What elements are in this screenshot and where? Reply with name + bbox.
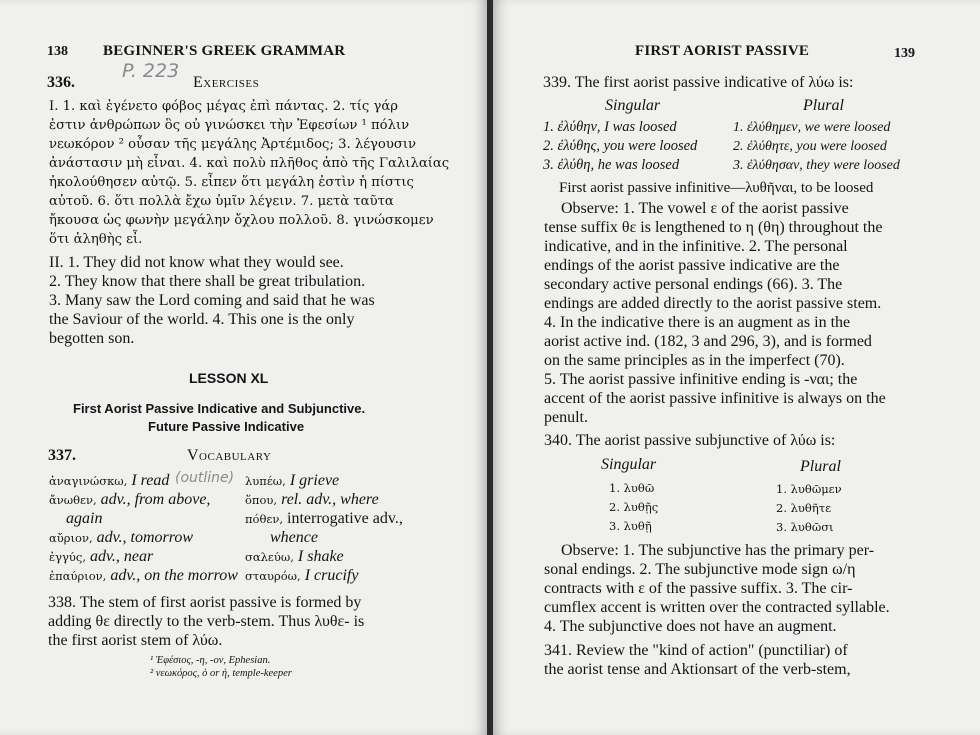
section-341 bbox=[544, 641, 851, 679]
observe-line: aorist active ind. (182, 3 and 296, 3), and is formed bbox=[544, 333, 872, 350]
english-line: the Saviour of the world. 4. This one is the only bbox=[49, 311, 355, 328]
observe-line: 5. The aorist passive infinitive ending is -ναι; the bbox=[544, 371, 858, 388]
greek-line: νεωκόρον ² οὖσαν τῆς μεγάλης Ἀρτέμιδος; 3. λέγουσιν bbox=[49, 137, 417, 152]
subjunctive-singular-1: 1. λυθῶ bbox=[609, 481, 655, 495]
indicative-plural-3: 3. ἐλύθησαν, they were loosed bbox=[733, 158, 900, 173]
greek-exercises bbox=[49, 97, 449, 249]
greek-line: ἤκουσα ὡς φωνὴν μεγάλην ὄχλου πολλοῦ. 8. γινώσκομεν bbox=[49, 213, 434, 228]
observe-line: endings are added directly to the aorist passive stem. bbox=[544, 295, 882, 312]
footnote-2: ² νεωκόρος, ὁ or ἡ, temple-keeper bbox=[150, 668, 292, 679]
lesson-subtitle-2: Future Passive Indicative bbox=[148, 419, 305, 434]
section-338-line: 338. The stem of first aorist passive is formed by bbox=[48, 594, 362, 611]
observe-line: Observe: 1. The vowel ε of the aorist passive bbox=[561, 200, 849, 217]
vocab-greek: σταυρόω, bbox=[245, 569, 301, 583]
vocab-gloss: I grieve bbox=[289, 472, 340, 489]
subjunctive-plural-1: 1. λυθῶμεν bbox=[776, 482, 842, 496]
vocab-entry bbox=[245, 490, 379, 509]
vocab-entry bbox=[49, 490, 210, 509]
observe-line: penult. bbox=[544, 409, 588, 426]
observe-line: indicative, and in the infinitive. 2. The personal bbox=[544, 238, 848, 255]
left-page bbox=[0, 0, 487, 735]
english-exercises bbox=[49, 253, 375, 348]
section-336-title: Exercises bbox=[193, 74, 260, 91]
indicative-plural-2: 2. ἐλύθητε, you were loosed bbox=[733, 139, 887, 154]
vocab-gloss: interrogative adv., bbox=[287, 510, 403, 527]
vocab-gloss: I shake bbox=[297, 548, 344, 565]
vocab-greek: ἐπαύριον, bbox=[49, 569, 107, 583]
lesson-subtitle-1: First Aorist Passive Indicative and Subjunctive. bbox=[73, 401, 366, 416]
handwritten-note: (outline) bbox=[175, 470, 235, 486]
vocab-gloss: again bbox=[66, 510, 103, 527]
observe-paragraph bbox=[544, 199, 886, 427]
vocab-entry bbox=[270, 528, 318, 547]
observe-line: 4. In the indicative there is an augment as in the bbox=[544, 314, 851, 331]
vocab-gloss: adv., near bbox=[90, 548, 154, 565]
vocab-gloss: rel. adv., where bbox=[281, 491, 379, 508]
observe2-line: sonal endings. 2. The subjunctive mode sign ω/η bbox=[544, 561, 856, 578]
greek-line: ἐστιν ἀνθρώπων ὃς οὐ γινώσκει τὴν Ἐφεσίων ¹ πόλιν bbox=[49, 118, 410, 133]
observe2-line: 4. The subjunctive does not have an augment. bbox=[544, 618, 837, 635]
section-339-intro: 339. The first aorist passive indicative of λύω is: bbox=[543, 74, 854, 91]
vocab-greek: αὔριον, bbox=[49, 531, 93, 545]
observe-line: endings of the aorist passive indicative are the bbox=[544, 257, 840, 274]
observe2-line: Observe: 1. The subjunctive has the primary per- bbox=[561, 542, 875, 559]
vocab-entry bbox=[66, 509, 102, 528]
lesson-title: LESSON XL bbox=[189, 370, 269, 386]
vocab-entry bbox=[49, 471, 169, 490]
vocab-gloss: I crucify bbox=[304, 567, 359, 584]
infinitive-line: First aorist passive infinitive—λυθῆναι, to be loosed bbox=[559, 180, 874, 196]
page-number-left: 138 bbox=[47, 44, 68, 59]
greek-line: I. 1. καὶ ἐγένετο φόβος μέγας ἐπὶ πάντας. 2. τίς γάρ bbox=[49, 99, 399, 114]
subjunctive-singular-2: 2. λυθῇς bbox=[609, 500, 659, 514]
vocab-greek: σαλεύω, bbox=[245, 550, 294, 564]
vocab-entry bbox=[49, 566, 238, 585]
observe-line: on the same principles as in the imperfect (70). bbox=[544, 352, 845, 369]
vocab-greek: ἐγγύς, bbox=[49, 550, 87, 564]
indicative-singular-2: 2. ἐλύθης, you were loosed bbox=[543, 138, 698, 154]
handwritten-page-ref: P. 223 bbox=[122, 60, 180, 82]
vocab-entry bbox=[245, 547, 344, 566]
singular-label: Singular bbox=[605, 97, 661, 114]
english-line: II. 1. They did not know what they would see. bbox=[49, 254, 344, 271]
observe-line: secondary active personal endings (66). 3. The bbox=[544, 276, 843, 293]
vocab-gloss: whence bbox=[270, 529, 318, 546]
observe-line: tense suffix θε is lengthened to η (θη) throughout the bbox=[544, 219, 883, 236]
section-338 bbox=[48, 593, 364, 650]
vocab-greek: ὅπου, bbox=[245, 493, 278, 507]
vocab-entry bbox=[245, 566, 358, 585]
vocab-greek: λυπέω, bbox=[245, 474, 286, 488]
vocab-entry bbox=[49, 547, 153, 566]
indicative-singular-1: 1. ἐλύθην, I was loosed bbox=[543, 119, 677, 135]
section-337-number: 337. bbox=[48, 447, 76, 464]
vocab-gloss: adv., from above, bbox=[100, 491, 211, 508]
observe2-line: contracts with ε of the passive suffix. 3. The cir- bbox=[544, 580, 853, 597]
vocab-entry bbox=[245, 509, 403, 528]
observe-line: accent of the aorist passive infinitive is always on the bbox=[544, 390, 886, 407]
subjunctive-plural-label: Plural bbox=[800, 458, 841, 475]
indicative-singular-3: 3. ἐλύθη, he was loosed bbox=[543, 157, 680, 173]
vocab-greek: ἄνωθεν, bbox=[49, 493, 97, 507]
right-page bbox=[493, 0, 980, 735]
subjunctive-singular-label: Singular bbox=[601, 456, 657, 473]
greek-line: ἀνάστασιν μὴ εἶναι. 4. καὶ πολὺ πλῆθος ἀπὸ τῆς Γαλιλαίας bbox=[49, 156, 450, 171]
greek-line: ἠκολούθησεν αὐτῷ. 5. εἶπεν ὅτι μεγάλη ἐστὶν ἡ πίστις bbox=[49, 175, 414, 190]
indicative-plural-1: 1. ἐλύθημεν, we were loosed bbox=[733, 120, 891, 135]
section-338-line: the first aorist stem of λύω. bbox=[48, 632, 223, 649]
section-336-number: 336. bbox=[47, 74, 75, 91]
vocab-greek: ἀναγινώσκω, bbox=[49, 474, 128, 488]
vocab-greek: πόθεν, bbox=[245, 512, 284, 526]
vocab-entry bbox=[49, 528, 193, 547]
vocab-gloss: I read bbox=[131, 472, 170, 489]
vocab-gloss: adv., tomorrow bbox=[96, 529, 194, 546]
page-number-right: 139 bbox=[894, 46, 915, 61]
english-line: begotten son. bbox=[49, 330, 135, 347]
vocab-gloss: adv., on the morrow bbox=[110, 567, 238, 584]
section-338-line: adding θε directly to the verb-stem. Thus λυθε- is bbox=[48, 613, 365, 630]
greek-line: ὅτι ἀληθὴς εἶ. bbox=[49, 232, 143, 247]
english-line: 2. They know that there shall be great tribulation. bbox=[49, 273, 366, 290]
subjunctive-plural-2: 2. λυθῆτε bbox=[776, 501, 832, 515]
greek-line: αὐτοῦ. 6. ὅτι πολλὰ ἔχω ὑμῖν λέγειν. 7. μετὰ ταῦτα bbox=[49, 194, 394, 209]
english-line: 3. Many saw the Lord coming and said that he was bbox=[49, 292, 375, 309]
vocab-entry bbox=[245, 471, 339, 490]
subjunctive-plural-3: 3. λυθῶσι bbox=[776, 520, 834, 534]
section-340-intro: 340. The aorist passive subjunctive of λύω is: bbox=[544, 432, 836, 449]
footnote-1: ¹ Ἐφέσιος, -η, -ον, Ephesian. bbox=[150, 655, 271, 666]
running-head-right: FIRST AORIST PASSIVE bbox=[635, 43, 810, 59]
section-337-title: Vocabulary bbox=[187, 447, 272, 464]
plural-label: Plural bbox=[803, 97, 844, 114]
observe-paragraph-2 bbox=[544, 541, 890, 636]
section-341-line: 341. Review the "kind of action" (punctiliar) of bbox=[544, 642, 848, 659]
section-341-line: the aorist tense and Aktionsart of the verb-stem, bbox=[544, 661, 851, 678]
subjunctive-singular-3: 3. λυθῇ bbox=[609, 519, 652, 533]
observe2-line: cumflex accent is written over the contracted syllable. bbox=[544, 599, 890, 616]
running-head-left: BEGINNER'S GREEK GRAMMAR bbox=[103, 43, 346, 59]
